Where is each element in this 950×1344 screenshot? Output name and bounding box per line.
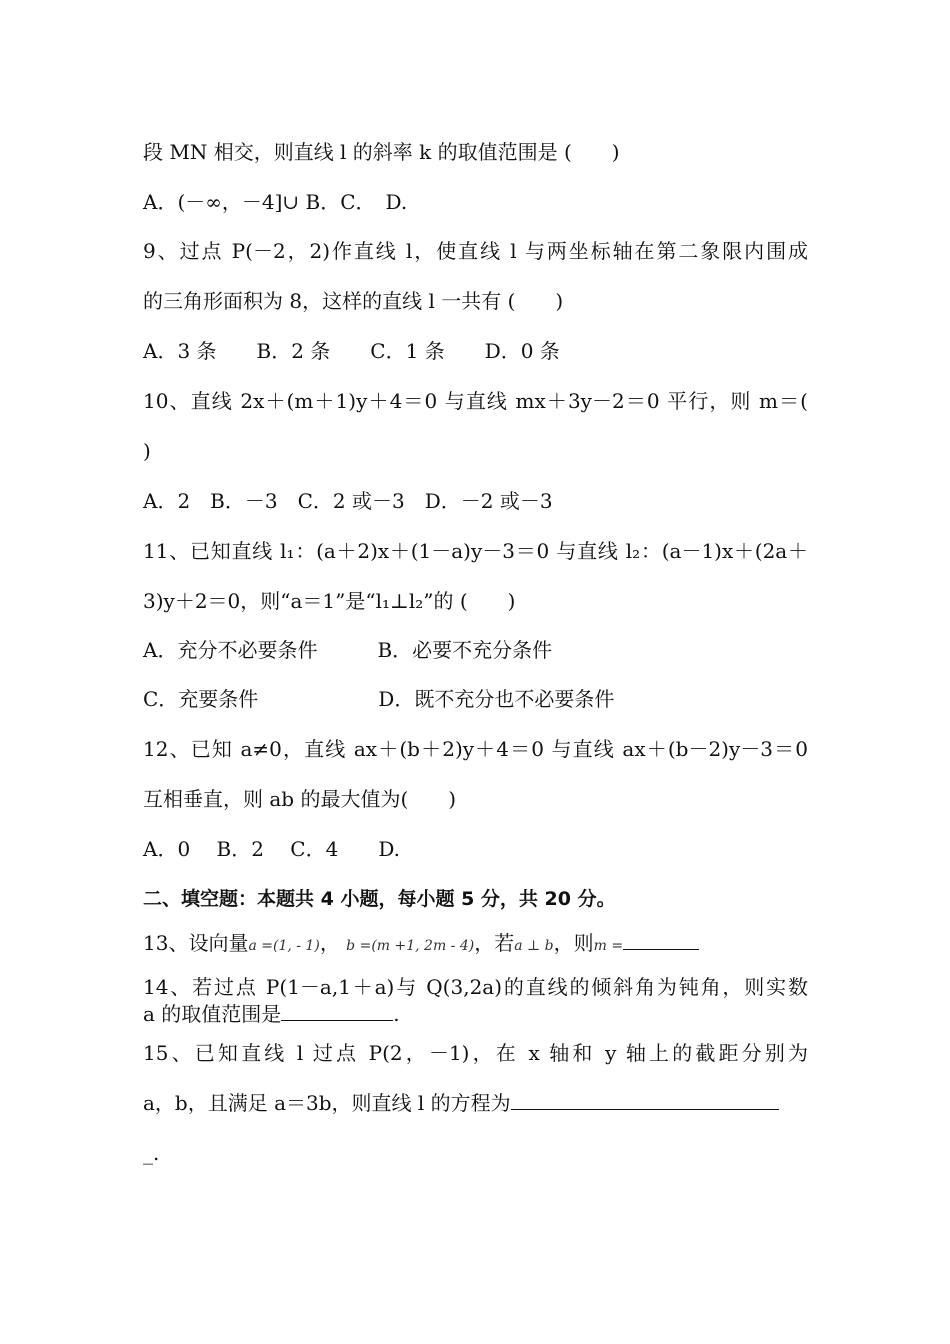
q10-stem-line2: ) — [143, 439, 151, 463]
q11-stem-line1: 11、已知直线 l₁：(a＋2)x＋(1－a)y－3＝0 与直线 l₂：(a－1)x＋(2a＋ — [143, 539, 808, 563]
q14-stem-line1: 14、若过点 P(1－a,1＋a)与 Q(3,2a)的直线的倾斜角为钝角，则实数 — [143, 975, 808, 999]
q12-stem-line2: 互相垂直，则 ab 的最大值为( ) — [143, 787, 457, 811]
q12-stem-line1: 12、已知 a≠0，直线 ax＋(b＋2)y＋4＝0 与直线 ax＋(b－2)y－3＝0 — [143, 737, 808, 761]
q14-answer-blank[interactable] — [281, 1002, 393, 1021]
q12-options: A．0 B．2 C．4 D. — [143, 837, 401, 861]
vector-b-expression: b =(m +1, 2m - 4) — [346, 938, 475, 954]
q14-line2-text: a 的取值范围是 — [143, 1002, 282, 1026]
perpendicular-condition: a ⊥ b — [514, 938, 554, 954]
q11-stem-line2: 3)y＋2＝0，则“a＝1”是“l₁⊥l₂”的 ( ) — [143, 589, 516, 613]
m-equals: m = — [593, 938, 624, 954]
q15-line2-text: a，b，且满足 a＝3b，则直线 l 的方程为 — [143, 1091, 511, 1115]
section2-heading: 二、填空题：本题共 4 小题，每小题 5 分，共 20 分。 — [143, 888, 616, 910]
q8-continuation: 段 MN 相交，则直线 l 的斜率 k 的取值范围是 ( ) — [143, 140, 620, 164]
vector-a-expression: a =(1, - 1) — [248, 938, 320, 954]
q13-prefix: 13、设向量 — [143, 931, 249, 955]
q13-answer-blank[interactable] — [623, 931, 699, 950]
q10-options: A．2 B．－3 C．2 或－3 D．－2 或－3 — [143, 489, 553, 513]
q15-answer-blank[interactable] — [511, 1091, 779, 1110]
q11-options-cd: C．充要条件 D．既不充分也不必要条件 — [143, 687, 615, 711]
q9-options: A．3 条 B．2 条 C．1 条 D．0 条 — [143, 339, 560, 363]
q8-options: A．(－∞，－4]∪ B．C． D. — [143, 190, 408, 214]
q14-period: . — [393, 1002, 400, 1026]
q13-condition-prefix: ，若 — [474, 931, 515, 955]
q10-stem-line1: 10、直线 2x＋(m＋1)y＋4＝0 与直线 mx＋3y－2＝0 平行，则 m＝( — [143, 389, 808, 413]
q14-stem-line2 — [143, 1001, 808, 1027]
q13-separator: ， — [319, 931, 340, 955]
q13-then: ，则 — [553, 931, 594, 955]
q15-stem-line2 — [143, 1090, 808, 1116]
q13-stem — [143, 930, 808, 959]
q15-stem-line3: _. — [143, 1141, 160, 1165]
q9-stem-line2: 的三角形面积为 8，这样的直线 l 一共有 ( ) — [143, 289, 564, 313]
q11-options-ab: A．充分不必要条件 B．必要不充分条件 — [143, 638, 553, 662]
q9-stem-line1: 9、过点 P(－2，2)作直线 l，使直线 l 与两坐标轴在第二象限内围成 — [143, 239, 808, 263]
q15-stem-line1: 15、已知直线 l 过点 P(2，－1)，在 x 轴和 y 轴上的截距分别为 — [143, 1041, 808, 1065]
